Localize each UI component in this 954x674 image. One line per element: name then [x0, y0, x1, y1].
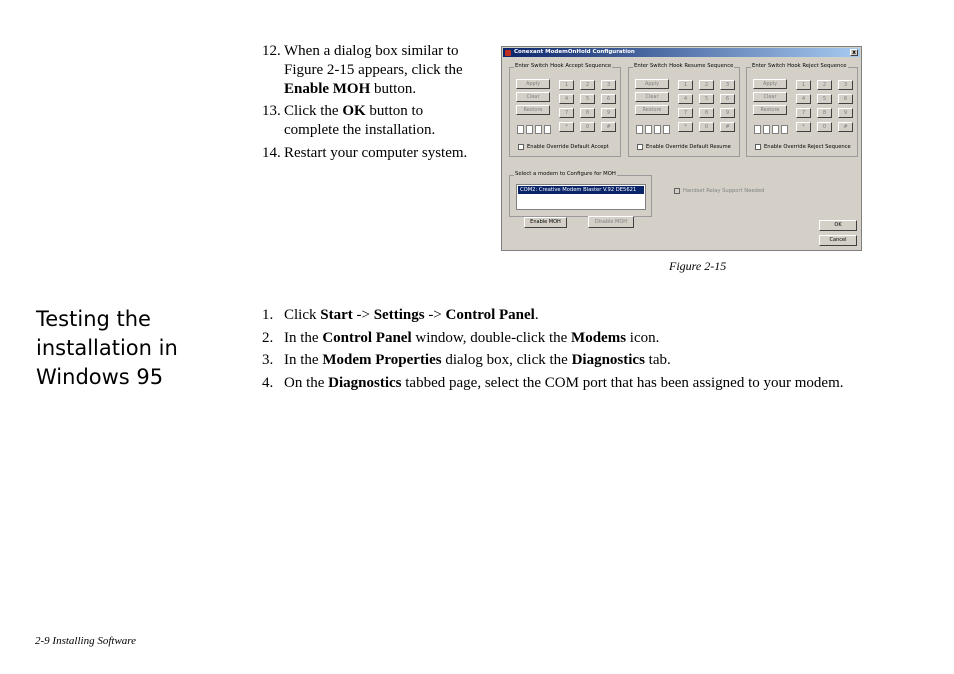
sequence-slot	[526, 125, 533, 134]
section-heading	[36, 305, 178, 392]
keypad-key[interactable]: 6	[720, 94, 735, 104]
override-checkbox-label: Enable Override Default Accept	[527, 144, 609, 150]
step-number: 3.	[262, 352, 274, 368]
clear-button[interactable]: Clear	[753, 92, 787, 102]
cancel-button[interactable]: Cancel	[819, 235, 857, 246]
bold-term: Settings	[373, 307, 425, 323]
step-text-line	[284, 61, 463, 80]
step-number: 13.	[262, 103, 281, 119]
restore-button[interactable]: Restore	[516, 105, 550, 115]
keypad-key[interactable]: *	[796, 122, 811, 132]
keypad-key[interactable]: 2	[699, 80, 714, 90]
sequence-slot	[517, 125, 524, 134]
keypad-key[interactable]: 9	[720, 108, 735, 118]
sequence-slot	[645, 125, 652, 134]
bold-term: Diagnostics	[328, 375, 402, 391]
sequence-slot	[654, 125, 661, 134]
group-label: Enter Switch Hook Accept Sequence	[515, 63, 612, 69]
bold-term: Control Panel	[445, 307, 535, 323]
step-text-run: ->	[424, 307, 446, 323]
step-text: button to	[365, 103, 424, 119]
step-text-line	[284, 80, 416, 99]
keypad-key[interactable]: #	[838, 122, 853, 132]
keypad-key[interactable]: 1	[796, 80, 811, 90]
keypad-key[interactable]: 2	[580, 80, 595, 90]
step-text-run: In the	[284, 352, 323, 368]
sequence-slot	[535, 125, 542, 134]
override-checkbox-label: Enable Override Reject Sequence	[764, 144, 851, 150]
heading-line: Windows 95	[36, 365, 164, 389]
keypad-key[interactable]: 4	[796, 94, 811, 104]
modem-listbox[interactable]	[516, 184, 646, 210]
step-text-run: .	[534, 307, 539, 323]
step-number: 12.	[262, 43, 281, 59]
step-text-run: In the	[284, 330, 323, 346]
step-text: button.	[370, 81, 417, 97]
step-text: Click the	[284, 103, 343, 119]
dialog-titlebar	[503, 48, 860, 57]
keypad-key[interactable]: *	[678, 122, 693, 132]
keypad-key[interactable]: 5	[817, 94, 832, 104]
step-text: Restart your computer system.	[284, 145, 468, 161]
step-number: 14.	[262, 145, 281, 161]
step-text-line	[284, 121, 435, 140]
keypad-key[interactable]: #	[720, 122, 735, 132]
step-text-line	[284, 102, 423, 121]
restore-button[interactable]: Restore	[753, 105, 787, 115]
clear-button[interactable]: Clear	[635, 92, 669, 102]
sequence-slot	[663, 125, 670, 134]
override-checkbox[interactable]	[518, 144, 524, 150]
step-text	[284, 351, 671, 370]
bold-term: Modem Properties	[322, 352, 442, 368]
handset-relay-checkbox[interactable]	[674, 188, 680, 194]
keypad-key[interactable]: 9	[838, 108, 853, 118]
group-label: Enter Switch Hook Reject Sequence	[752, 63, 847, 69]
step-text-run: ->	[352, 307, 374, 323]
keypad-key[interactable]: 8	[580, 108, 595, 118]
step-text	[284, 329, 659, 348]
sequence-slot	[754, 125, 761, 134]
keypad-key[interactable]: 8	[699, 108, 714, 118]
keypad-key[interactable]: 1	[559, 80, 574, 90]
keypad-key[interactable]: 9	[601, 108, 616, 118]
disable-moh-button[interactable]: Disable MOH	[588, 216, 634, 228]
handset-relay-label: Handset Relay Support Needed	[683, 188, 765, 194]
keypad-key[interactable]: 8	[817, 108, 832, 118]
keypad-key[interactable]: 2	[817, 80, 832, 90]
step-text-run: icon.	[626, 330, 660, 346]
keypad-key[interactable]: 1	[678, 80, 693, 90]
step-text-run: tabbed page, select the COM port that has been assigned to your modem.	[401, 375, 844, 391]
keypad-key[interactable]: *	[559, 122, 574, 132]
bold-term: OK	[342, 103, 366, 119]
bold-term: Enable MOH	[284, 81, 371, 97]
step-text-run: dialog box, click the	[441, 352, 572, 368]
override-checkbox[interactable]	[755, 144, 761, 150]
bold-term: Control Panel	[322, 330, 412, 346]
keypad-key[interactable]: 6	[838, 94, 853, 104]
keypad-key[interactable]: 0	[699, 122, 714, 132]
group-label: Enter Switch Hook Resume Sequence	[634, 63, 734, 69]
sequence-slot	[763, 125, 770, 134]
step-text-run: On the	[284, 375, 329, 391]
keypad-key[interactable]: 0	[580, 122, 595, 132]
bold-term: Start	[320, 307, 353, 323]
apply-button[interactable]: Apply	[516, 79, 550, 89]
bold-term: Modems	[571, 330, 627, 346]
keypad-key[interactable]: 3	[838, 80, 853, 90]
keypad-key[interactable]: 5	[580, 94, 595, 104]
step-text-run: Click	[284, 307, 321, 323]
step-text: When a dialog box similar to	[284, 43, 459, 59]
keypad-key[interactable]: 7	[678, 108, 693, 118]
keypad-key[interactable]: 3	[601, 80, 616, 90]
keypad-key[interactable]: 7	[559, 108, 574, 118]
step-text: Figure 2-15 appears, click the	[284, 62, 463, 78]
step-text-line	[284, 42, 459, 61]
modem-group-label: Select a modem to Configure for MOH	[515, 171, 616, 177]
sequence-slot	[636, 125, 643, 134]
page-footer: 2-9 Installing Software	[35, 635, 137, 647]
keypad-key[interactable]: 4	[559, 94, 574, 104]
step-text: complete the installation.	[284, 122, 436, 138]
step-text-run: tab.	[644, 352, 671, 368]
step-text-line	[284, 144, 467, 163]
sequence-slot	[781, 125, 788, 134]
sequence-slot	[544, 125, 551, 134]
heading-line: installation in	[36, 336, 178, 360]
figure-caption: Figure 2-15	[669, 259, 727, 273]
step-text	[284, 306, 539, 325]
keypad-key[interactable]: #	[601, 122, 616, 132]
apply-button[interactable]: Apply	[635, 79, 669, 89]
step-text-run: window, double-click the	[411, 330, 572, 346]
apply-button[interactable]: Apply	[753, 79, 787, 89]
keypad-key[interactable]: 7	[796, 108, 811, 118]
ok-button[interactable]: OK	[819, 220, 857, 231]
restore-button[interactable]: Restore	[635, 105, 669, 115]
close-button[interactable]: x	[850, 49, 858, 56]
keypad-key[interactable]: 5	[699, 94, 714, 104]
keypad-key[interactable]: 4	[678, 94, 693, 104]
sequence-slot	[772, 125, 779, 134]
keypad-key[interactable]: 3	[720, 80, 735, 90]
keypad-key[interactable]: 0	[817, 122, 832, 132]
app-icon	[505, 50, 511, 56]
bold-term: Diagnostics	[571, 352, 645, 368]
heading-line: Testing the	[36, 307, 151, 331]
enable-moh-button[interactable]: Enable MOH	[524, 217, 567, 228]
modem-list-item-selected[interactable]: COM2: Creative Modem Blaster V.92 DE5621	[518, 186, 644, 194]
clear-button[interactable]: Clear	[516, 92, 550, 102]
override-checkbox[interactable]	[637, 144, 643, 150]
step-text	[284, 374, 844, 393]
override-checkbox-label: Enable Override Default Resume	[646, 144, 731, 150]
step-number: 4.	[262, 375, 274, 391]
moh-configuration-dialog	[501, 46, 862, 251]
keypad-key[interactable]: 6	[601, 94, 616, 104]
step-number: 1.	[262, 307, 274, 323]
step-number: 2.	[262, 330, 274, 346]
dialog-title: Conexant ModemOnHold Configuration	[514, 49, 635, 55]
